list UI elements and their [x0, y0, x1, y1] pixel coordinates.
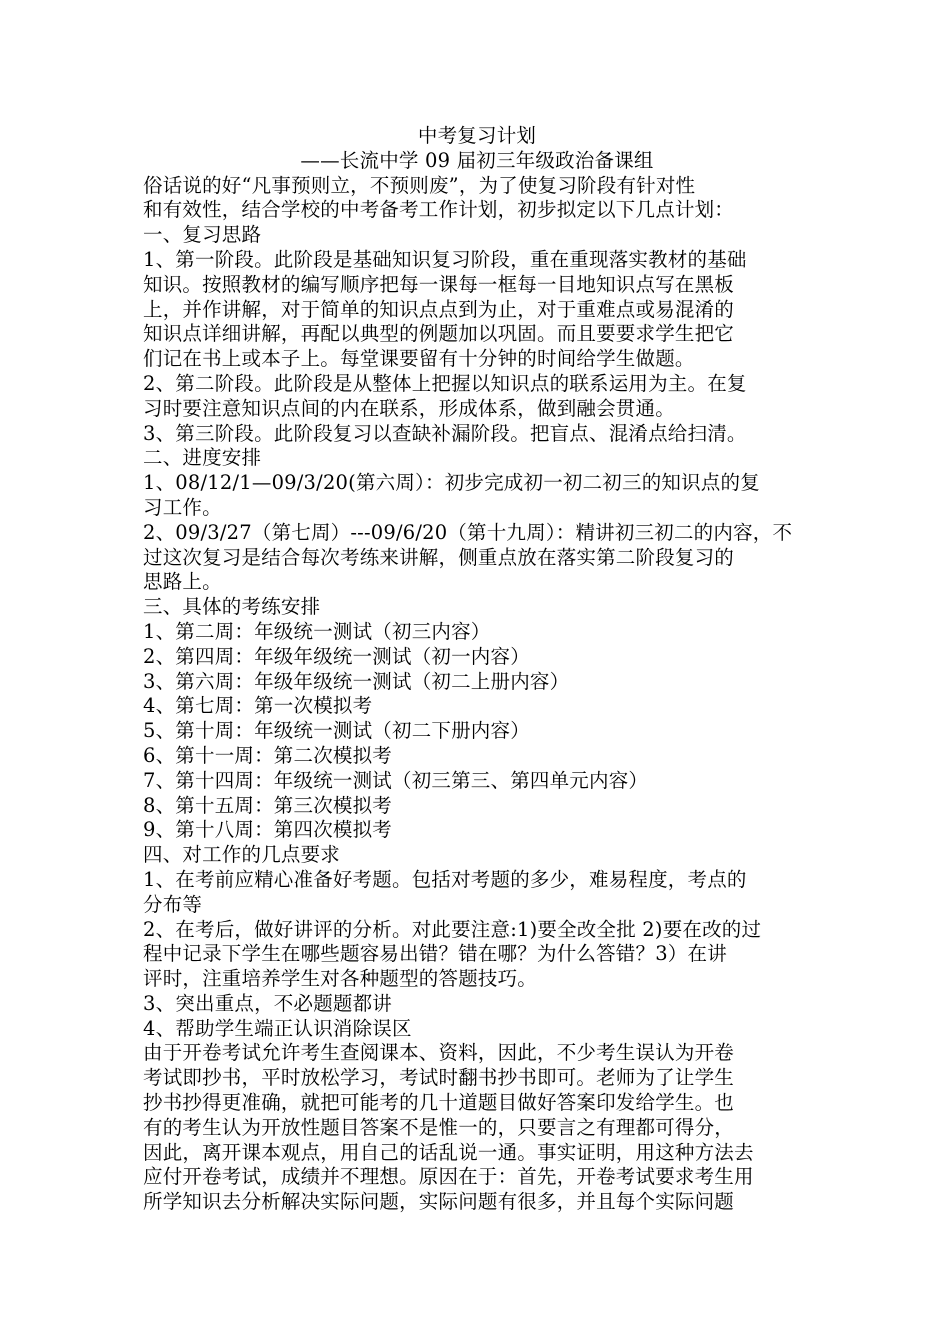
- list-item: 8、第十五周：第三次模拟考: [143, 793, 393, 817]
- body-line: 知识。按照教材的编写顺序把每一课每一框每一目地知识点写在黑板: [143, 272, 735, 296]
- list-item: 9、第十八周：第四次模拟考: [143, 818, 393, 842]
- list-item: 6、第十一周：第二次模拟考: [143, 743, 393, 767]
- list-item: 1、第二周：年级统一测试（初三内容）: [143, 619, 491, 643]
- body-line: 所学知识去分析解决实际问题，实际问题有很多，并且每个实际问题: [143, 1190, 735, 1214]
- body-line: 习工作。: [143, 495, 222, 519]
- section-heading: 四、对工作的几点要求: [143, 843, 341, 867]
- body-line: 3、突出重点，不必题题都讲: [143, 991, 393, 1015]
- intro-line: 俗话说的好“凡事预则立，不预则废”，为了使复习阶段有针对性: [143, 173, 696, 197]
- section-heading: 二、进度安排: [143, 446, 262, 470]
- list-item: 4、第七周：第一次模拟考: [143, 694, 373, 718]
- document-subtitle: ——长流中学 09 届初三年级政治备课组: [300, 148, 654, 172]
- section-schedule: [143, 446, 811, 595]
- list-item: 2、第四周：年级年级统一测试（初一内容）: [143, 644, 530, 668]
- document-body: [143, 124, 811, 1215]
- section-work-requirements: [143, 843, 811, 1215]
- section-heading: 一、复习思路: [143, 223, 262, 247]
- body-line: 2、在考后，做好讲评的分析。对此要注意:1)要全改全批 2)要在改的过: [143, 917, 762, 941]
- body-line: 2、09/3/27（第七周）---09/6/20（第十九周）：精讲初三初二的内容，不: [143, 520, 793, 544]
- body-line: 2、第二阶段。此阶段是从整体上把握以知识点的联系运用为主。在复: [143, 371, 747, 395]
- body-line: 习时要注意知识点间的内在联系，形成体系，做到融会贯通。: [143, 396, 675, 420]
- body-line: 考试即抄书，平时放松学习，考试时翻书抄书即可。老师为了让学生: [143, 1066, 735, 1090]
- body-line: 知识点详细讲解，再配以典型的例题加以巩固。而且要要求学生把它: [143, 322, 735, 346]
- intro-paragraph: [143, 174, 811, 224]
- body-line: 评时，注重培养学生对各种题型的答题技巧。: [143, 967, 538, 991]
- document-title: 中考复习计划: [417, 124, 537, 147]
- body-line: 程中记录下学生在哪些题容易出错？错在哪？为什么答错？3）在讲: [143, 942, 727, 966]
- body-line: 思路上。: [143, 570, 222, 594]
- body-line: 1、第一阶段。此阶段是基础知识复习阶段，重在重现落实教材的基础: [143, 247, 747, 271]
- intro-line: 和有效性，结合学校的中考备考工作计划，初步拟定以下几点计划：: [143, 198, 735, 222]
- body-line: 1、08/12/1—09/3/20(第六周）：初步完成初一初二初三的知识点的复: [143, 471, 760, 495]
- body-line: 由于开卷考试允许考生查阅课本、资料，因此，不少考生误认为开卷: [143, 1041, 735, 1065]
- list-item: 7、第十四周：年级统一测试（初三第三、第四单元内容）: [143, 768, 649, 792]
- body-line: 上，并作讲解，对于简单的知识点点到为止，对于重难点或易混淆的: [143, 297, 735, 321]
- body-line: 分布等: [143, 892, 203, 916]
- section-exam-arrangement: [143, 595, 811, 843]
- body-line: 有的考生认为开放性题目答案不是惟一的，只要言之有理都可得分，: [143, 1115, 735, 1139]
- body-line: 1、在考前应精心准备好考题。包括对考题的多少，难易程度，考点的: [143, 867, 747, 891]
- body-line: 们记在书上或本子上。每堂课要留有十分钟的时间给学生做题。: [143, 347, 695, 371]
- body-line: 抄书抄得更准确，就把可能考的几十道题目做好答案印发给学生。也: [143, 1091, 735, 1115]
- section-review-approach: [143, 223, 811, 446]
- body-line: 因此，离开课本观点，用自己的话乱说一通。事实证明，用这种方法去: [143, 1140, 754, 1164]
- section-heading: 三、具体的考练安排: [143, 595, 321, 619]
- list-item: 5、第十周：年级统一测试（初二下册内容）: [143, 719, 530, 743]
- list-item: 3、第六周：年级年级统一测试（初二上册内容）: [143, 669, 570, 693]
- body-line: 4、帮助学生端正认识消除误区: [143, 1016, 412, 1040]
- body-line: 3、第三阶段。此阶段复习以查缺补漏阶段。把盲点、混淆点给扫清。: [143, 421, 747, 445]
- body-line: 应付开卷考试，成绩并不理想。原因在于：首先，开卷考试要求考生用: [143, 1165, 754, 1189]
- body-line: 过这次复习是结合每次考练来讲解，侧重点放在落实第二阶段复习的: [143, 545, 735, 569]
